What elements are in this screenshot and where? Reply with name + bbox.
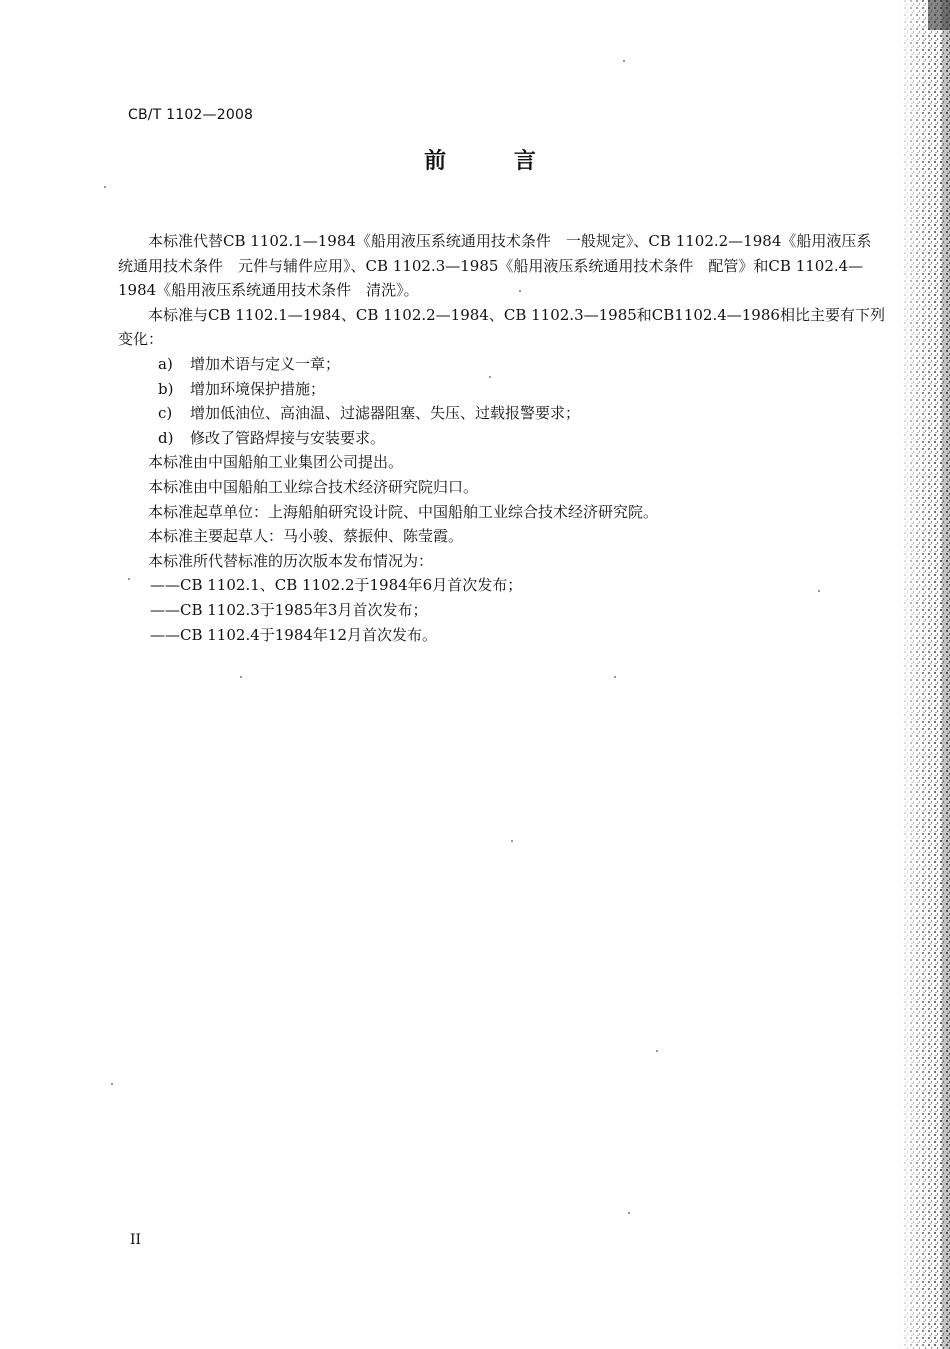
paragraph-drafting-units: 本标准起草单位：上海船舶研究设计院、中国船舶工业综合技术经济研究院。 <box>148 502 659 521</box>
scan-speck <box>614 676 616 678</box>
list-item-text: 增加环境保护措施； <box>190 379 326 398</box>
list-marker: a) <box>158 354 173 373</box>
list-item-text: 增加术语与定义一章； <box>190 354 341 373</box>
list-item <box>118 401 886 426</box>
scan-speck <box>818 590 820 592</box>
paragraph-proposer: 本标准由中国船舶工业集团公司提出。 <box>148 453 404 472</box>
standard-code: CB/T 1102—2008 <box>128 107 254 123</box>
list-item-text: 修改了管路焊接与安装要求。 <box>190 428 386 447</box>
scan-speck <box>489 376 491 378</box>
list-marker: c) <box>158 404 173 423</box>
scan-speck <box>656 1050 658 1052</box>
scan-speck <box>128 578 130 580</box>
paragraph-changes-intro: 本标准与CB 1102.1—1984、CB 1102.2—1984、CB 1102.3—1985和CB1102.4—1986相比主要有下列变化： <box>118 305 885 349</box>
list-marker: d) <box>158 428 174 447</box>
list-item <box>118 352 886 377</box>
paragraph-drafters: 本标准主要起草人：马小骏、蔡振仲、陈莹霞。 <box>148 527 464 546</box>
page-title: 前 言 <box>424 149 566 174</box>
scan-speck <box>623 60 625 62</box>
foreword-body <box>118 229 886 647</box>
list-item <box>118 426 886 451</box>
history-item: ——CB 1102.1、CB 1102.2于1984年6月首次发布； <box>150 576 523 595</box>
paragraph-administrator: 本标准由中国船舶工业综合技术经济研究院归口。 <box>148 477 479 496</box>
paragraph-history-intro: 本标准所代替标准的历次版本发布情况为： <box>148 551 434 570</box>
scan-speck <box>104 186 106 188</box>
scan-edge-noise <box>898 0 950 1349</box>
list-item-text: 增加低油位、高油温、过滤器阻塞、失压、过载报警要求； <box>190 404 581 423</box>
scan-speck <box>240 676 242 678</box>
page-number: II <box>130 1232 142 1248</box>
scan-speck <box>111 1083 113 1085</box>
list-marker: b) <box>158 379 174 398</box>
scan-speck <box>511 840 513 842</box>
history-item: ——CB 1102.3于1985年3月首次发布； <box>150 600 428 619</box>
paragraph-replacement: 本标准代替CB 1102.1—1984《船用液压系统通用技术条件 一般规定》、CB 1102.2—1984《船用液压系统通用技术条件 元件与辅件应用》、CB 1102.3—1985《船用液压系统通用技术条件 配管》和CB 1102.4—1984《船用液压系统通用技术条件 清洗》。 <box>118 232 872 300</box>
scan-speck <box>628 1212 630 1214</box>
scan-speck <box>519 290 521 292</box>
history-item: ——CB 1102.4于1984年12月首次发布。 <box>150 625 438 644</box>
list-item <box>118 377 886 402</box>
